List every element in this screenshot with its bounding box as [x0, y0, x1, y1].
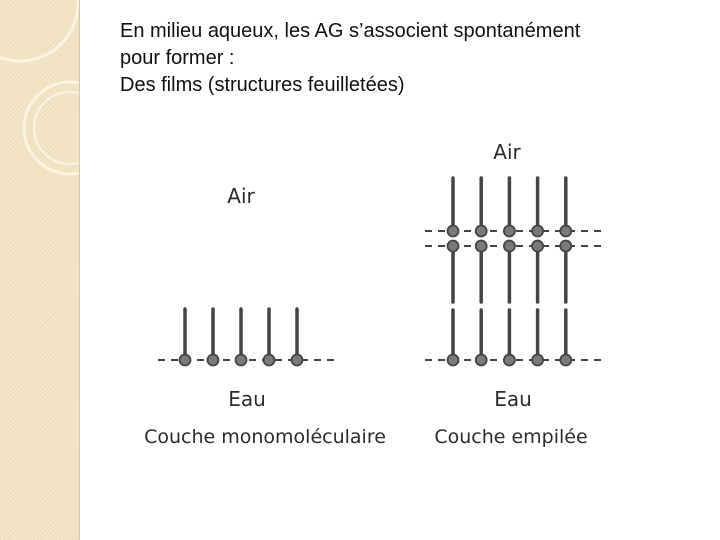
left-air-label: Air: [227, 184, 255, 208]
right-water-label: Eau: [494, 387, 532, 411]
stacked-layer-molecules: [425, 178, 604, 366]
left-water-label: Eau: [228, 387, 266, 411]
left-molecule-3-head: [236, 355, 247, 366]
right-middle-molecule-1-head: [448, 241, 459, 252]
right-top-molecule-2-head: [476, 226, 487, 237]
right-air-label: Air: [493, 140, 521, 164]
right-caption: Couche empilée: [434, 426, 588, 448]
right-bottom-molecule-4-head: [532, 355, 543, 366]
left-molecule-5-head: [292, 355, 303, 366]
monolayer-molecules: [158, 309, 336, 366]
left-molecule-2-head: [208, 355, 219, 366]
right-top-molecule-4-head: [532, 226, 543, 237]
right-bottom-molecule-1-head: [448, 355, 459, 366]
slide-line-1: En milieu aqueux, les AG s’associent spontanément: [120, 20, 581, 42]
right-middle-molecule-3-head: [504, 241, 515, 252]
right-middle-molecule-2-head: [476, 241, 487, 252]
right-middle-molecule-4-head: [532, 241, 543, 252]
slide-line-3: Des films (structures feuilletées): [120, 74, 405, 96]
right-bottom-molecule-3-head: [504, 355, 515, 366]
left-molecule-4-head: [264, 355, 275, 366]
right-top-molecule-3-head: [504, 226, 515, 237]
left-caption: Couche monomoléculaire: [144, 426, 386, 448]
right-middle-molecule-5-head: [560, 241, 571, 252]
slide-line-2: pour former :: [120, 47, 235, 69]
left-molecule-1-head: [180, 355, 191, 366]
right-bottom-molecule-2-head: [476, 355, 487, 366]
right-top-molecule-1-head: [448, 226, 459, 237]
right-bottom-molecule-5-head: [560, 355, 571, 366]
right-top-molecule-5-head: [560, 226, 571, 237]
